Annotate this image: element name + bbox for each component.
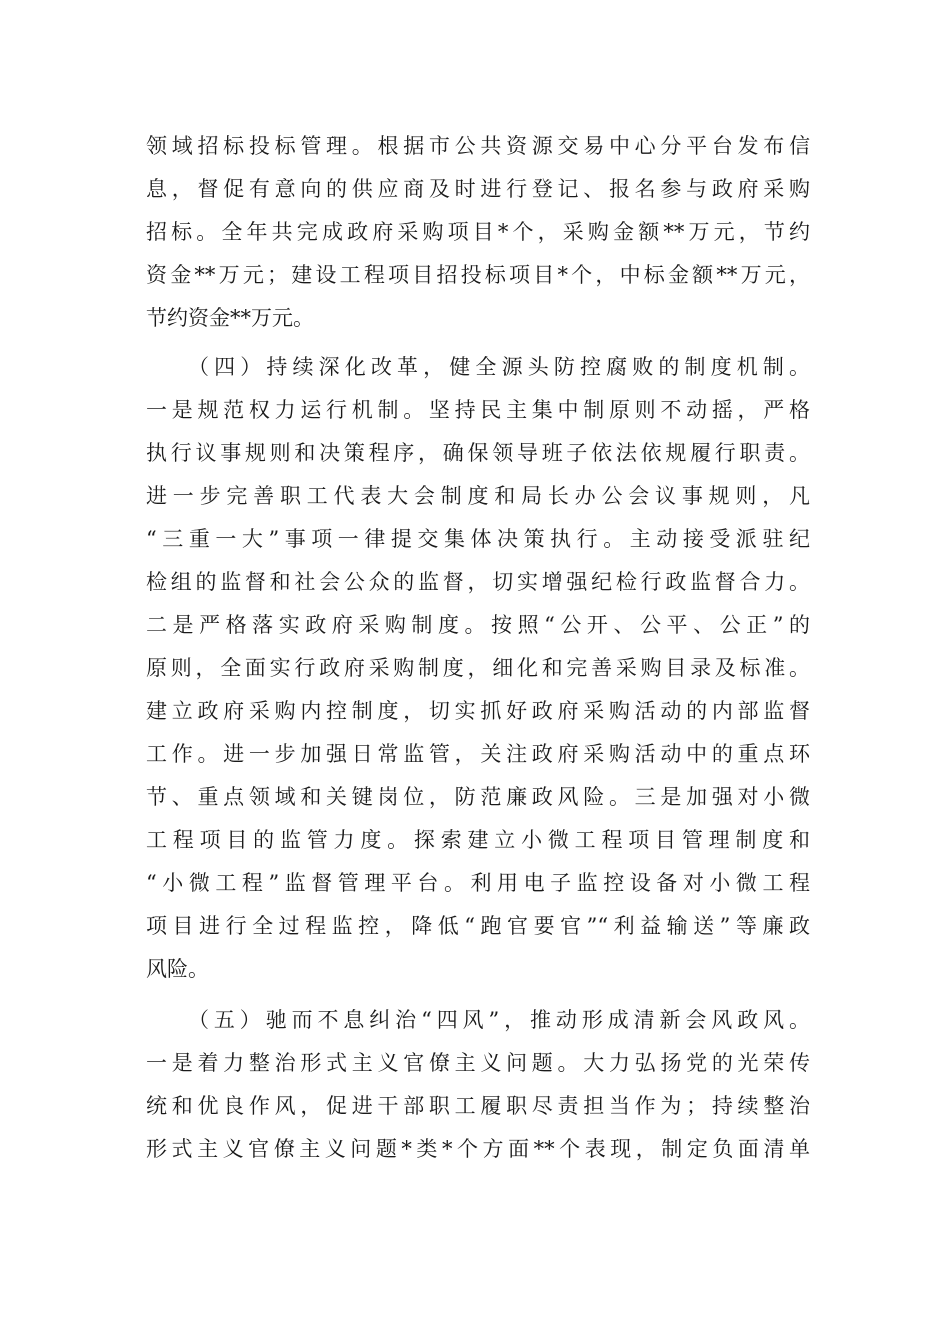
section-heading: （五）驰而不息纠治“四风”，推动形成清新会风政风。: [188, 1008, 810, 1032]
text-line: 一是着力整治形式主义官僚主义问题。大力弘扬党的光荣传: [146, 1051, 810, 1075]
text-line: 进一步完善职工代表大会制度和局长办公会议事规则，凡: [146, 484, 810, 508]
text-line: 统和优良作风，促进干部职工履职尽责担当作为；持续整治: [146, 1094, 810, 1118]
text-line: 检组的监督和社会公众的监督，切实增强纪检行政监督合力。: [146, 570, 810, 594]
text-line: 原则，全面实行政府采购制度，细化和完善采购目录及标准。: [146, 656, 810, 680]
text-line: 招标。全年共完成政府采购项目*个，采购金额**万元，节约: [146, 220, 810, 244]
text-line: 一是规范权力运行机制。坚持民主集中制原则不动摇，严格: [146, 398, 810, 422]
text-line: 建立政府采购内控制度，切实抓好政府采购活动的内部监督: [146, 699, 810, 723]
text-line: 二是严格落实政府采购制度。按照“公开、公平、公正”的: [146, 613, 810, 637]
text-line: “小微工程”监督管理平台。利用电子监控设备对小微工程: [146, 871, 810, 895]
text-line: 资金**万元；建设工程项目招投标项目*个，中标金额**万元，: [146, 263, 810, 287]
text-line: 息，督促有意向的供应商及时进行登记、报名参与政府采购: [146, 177, 810, 201]
text-line: 执行议事规则和决策程序，确保领导班子依法依规履行职责。: [146, 441, 810, 465]
section-heading: （四）持续深化改革，健全源头防控腐败的制度机制。: [188, 355, 810, 379]
text-line: 领域招标投标管理。根据市公共资源交易中心分平台发布信: [146, 134, 810, 158]
text-line: 风险。: [146, 957, 209, 981]
text-line: 工程项目的监管力度。探索建立小微工程项目管理制度和: [146, 828, 810, 852]
text-line: 工作。进一步加强日常监管，关注政府采购活动中的重点环: [146, 742, 810, 766]
text-line: “三重一大”事项一律提交集体决策执行。主动接受派驻纪: [146, 527, 810, 551]
text-line: 节、重点领域和关键岗位，防范廉政风险。三是加强对小微: [146, 785, 810, 809]
text-line: 项目进行全过程监控，降低“跑官要官”“利益输送”等廉政: [146, 914, 810, 938]
text-line: 节约资金**万元。: [146, 306, 314, 330]
text-line: 形式主义官僚主义问题*类*个方面**个表现，制定负面清单: [146, 1137, 810, 1161]
